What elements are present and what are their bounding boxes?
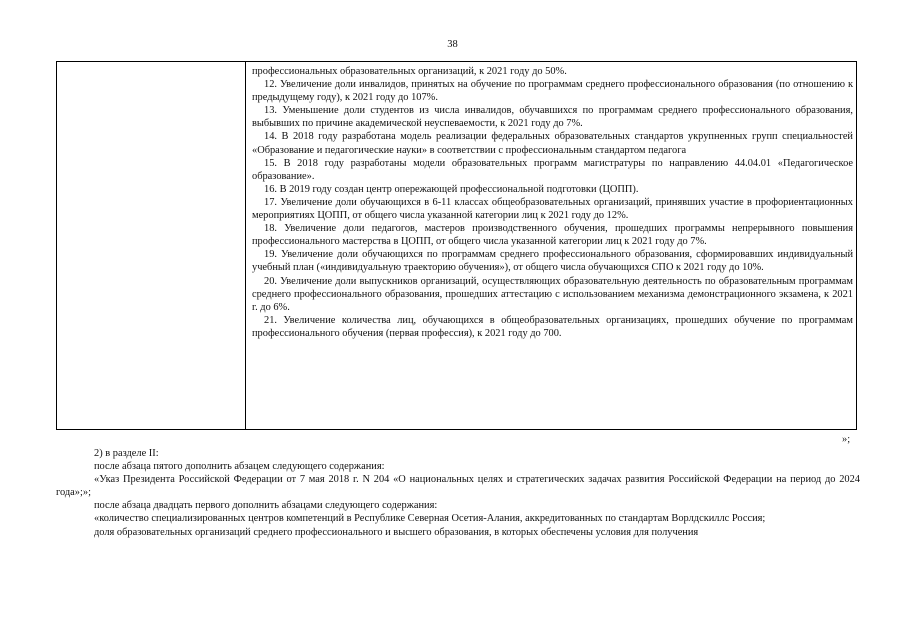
table-paragraph: 19. Увеличение доли обучающихся по программам среднего профессионального образования, сформировавших индивидуальный учебный план («индивидуальную траекторию обучения»), от общего числа обучающихся СПО к 2021 году до 10%. [252,249,853,274]
body-paragraph: «Указ Президента Российской Федерации от 7 мая 2018 г. N 204 «О национальных целях и стратегических задачах развития Российской Федерации на период до 2024 года»;»; [56,474,860,499]
body-paragraph: 2) в разделе II: [94,448,159,459]
table-paragraph: 21. Увеличение количества лиц, обучающихся в общеобразовательных организациях, прошедших обучение по программам профессионального обучения (первая профессия), к 2021 году до 700. [252,314,853,339]
closing-quote-mark: »; [842,434,851,445]
table-right-column [247,62,856,429]
body-paragraph: доля образовательных организаций среднего профессионального и высшего образования, в которых обеспечены условия для получения [94,526,699,538]
table-paragraph: 17. Увеличение доли обучающихся в 6-11 классах общеобразовательных организаций, принявших участие в профориентационных мероприятиях ЦОПП, от общего числа указанной категории лиц к 2021 году до 12%. [252,196,853,222]
body-paragraph: после абзаца двадцать первого дополнить абзацами следующего содержания: [94,500,438,512]
body-paragraph: «количество специализированных центров компетенций в Республике Северная Осетия-Алания, аккредитованных по стандартам Ворлдскиллс Россия; [94,513,766,525]
table-paragraph: 16. В 2019 году создан центр опережающей профессиональной подготовки (ЦОПП). [264,183,639,195]
table-paragraph: 20. Увеличение доли выпускников организаций, осуществляющих образовательную деятельность по образовательным программам среднего профессионального образования, прошедших аттестацию с использованием механизма демонстрационного экзамена, к 2021 г. до 6%. [252,275,853,313]
goals-table [56,61,857,430]
table-paragraph: профессиональных образовательных организаций, к 2021 году до 50%. [252,66,567,77]
table-paragraph: 14. В 2018 году разработана модель реализации федеральных образовательных стандартов укрупненных групп специальностей «Образование и педагогические науки» в соответствии с профессиональным стандартом педагога [252,131,853,156]
table-paragraph: 13. Уменьшение доли студентов из числа инвалидов, обучавшихся по программам среднего профессионального образования, выбывших по причине академической неуспеваемости, к 2021 году до 7%. [252,105,853,130]
document-body [56,447,860,539]
table-paragraph: 12. Увеличение доли инвалидов, принятых на обучение по программам среднего профессионального образования (по отношению к предыдущему году), к 2021 году до 107%. [252,79,853,104]
page-number: 38 [447,39,458,50]
table-paragraph: 18. Увеличение доли педагогов, мастеров производственного обучения, прошедших программы непрерывного повышения профессионального мастерства в ЦОПП, от общего числа указанной категории лиц к 2021 году до 7%. [252,223,853,248]
body-paragraph: после абзаца пятого дополнить абзацем следующего содержания: [94,461,385,473]
table-paragraph: 15. В 2018 году разработаны модели образовательных программ магистратуры по направлению 44.04.01 «Педагогическое образование». [252,157,853,182]
table-left-column [57,62,246,429]
